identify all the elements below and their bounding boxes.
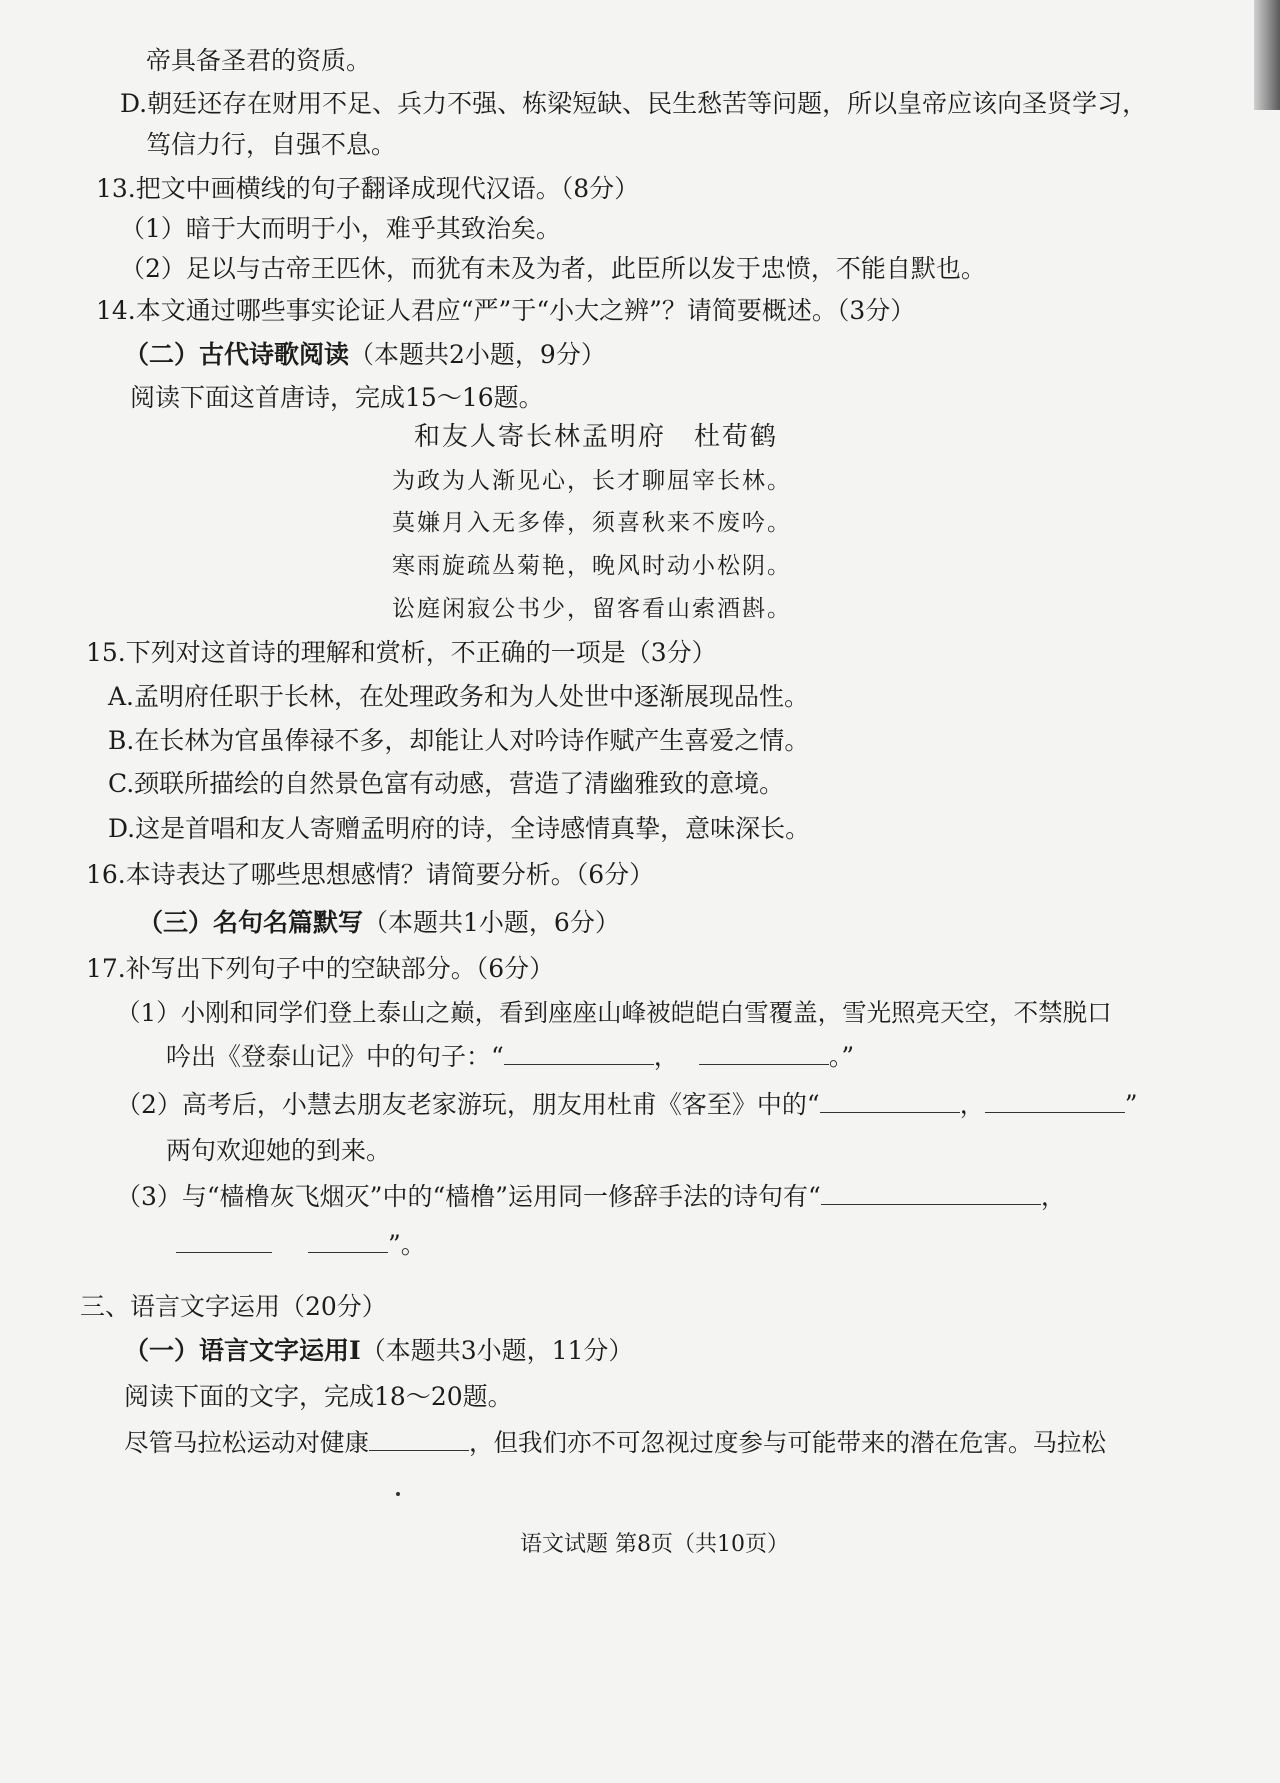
section-heading-recitation xyxy=(138,906,620,940)
option-c-continuation: 帝具备圣君的资质。 xyxy=(146,46,372,75)
section-heading-poetry xyxy=(124,338,606,372)
part-3-heading: 三、语言文字运用（20分） xyxy=(80,1292,387,1321)
comma: ， xyxy=(959,1090,985,1119)
answer-blank-1[interactable] xyxy=(504,1040,654,1065)
section-title: （二）古代诗歌阅读 xyxy=(124,340,350,369)
question-13-part-1: （1）暗于大而明于小，难乎其致治矣。 xyxy=(120,214,561,243)
reading-instruction: 阅读下面这首唐诗，完成15～16题。 xyxy=(130,383,544,412)
close-quote: ”。 xyxy=(388,1230,426,1259)
comma: ， xyxy=(1040,1182,1066,1211)
answer-blank-6[interactable] xyxy=(176,1228,272,1253)
option-d: D.朝廷还存在财用不足、兵力不强、栋梁短缺、民生愁苦等问题，所以皇帝应该向圣贤学习， xyxy=(120,89,1148,118)
question-15-option-c: C.颈联所描绘的自然景色富有动感，营造了清幽雅致的意境。 xyxy=(108,769,785,798)
question-16: 16.本诗表达了哪些思想感情？请简要分析。（6分） xyxy=(86,860,655,889)
section-title: （三）名句名篇默写 xyxy=(138,908,364,937)
prompt-text: （3）与“樯橹灰飞烟灭”中的“樯橹”运用同一修辞手法的诗句有“ xyxy=(116,1182,821,1211)
question-15: 15.下列对这首诗的理解和赏析，不正确的一项是（3分） xyxy=(86,638,717,667)
close-quote: ” xyxy=(1124,1090,1138,1119)
passage-first-line xyxy=(124,1426,1106,1460)
answer-blank-2[interactable] xyxy=(699,1040,829,1065)
prompt-text: （2）高考后，小慧去朋友老家游玩，朋友用杜甫《客至》中的“ xyxy=(116,1090,820,1119)
question-15-option-a: A.孟明府任职于长林，在处理政务和为人处世中逐渐展现品性。 xyxy=(108,682,810,711)
answer-blank-5[interactable] xyxy=(821,1180,1041,1205)
poem-title: 和友人寄长林孟明府 杜荀鹤 xyxy=(414,422,779,452)
section-heading-language-use xyxy=(124,1334,633,1368)
question-17-part-1: （1）小刚和同学们登上泰山之巅，看到座座山峰被皑皑白雪覆盖，雪光照亮天空，不禁脱口 xyxy=(116,998,1112,1027)
answer-blank-4[interactable] xyxy=(985,1088,1125,1113)
question-17-part-2 xyxy=(116,1088,1138,1122)
question-15-option-d: D.这是首唱和友人寄赠孟明府的诗，全诗感情真挚，意味深长。 xyxy=(108,814,811,843)
page-footer: 语文试题 第8页（共10页） xyxy=(520,1532,789,1557)
question-17-part-3 xyxy=(116,1180,1066,1214)
passage-text: 尽管马拉松运动对健康 xyxy=(124,1428,369,1457)
poem-line-1: 为政为人渐见心，长才聊屈宰长林。 xyxy=(392,468,792,494)
passage-text: ，但我们亦不可忽视过度参与可能带来的潜在危害。马拉松 xyxy=(469,1428,1106,1457)
question-17-part-1-answer-line xyxy=(166,1040,854,1074)
question-17: 17.补写出下列句子中的空缺部分。（6分） xyxy=(86,954,555,983)
section-note: （本题共1小题，6分） xyxy=(363,908,620,937)
scan-speck xyxy=(396,1492,400,1496)
reading-instruction-2: 阅读下面的文字，完成18～20题。 xyxy=(124,1382,513,1411)
question-13: 13.把文中画横线的句子翻译成现代汉语。（8分） xyxy=(96,174,640,203)
answer-blank-3[interactable] xyxy=(820,1088,960,1113)
question-15-option-b: B.在长林为官虽俸禄不多，却能让人对吟诗作赋产生喜爱之情。 xyxy=(108,726,810,755)
question-14: 14.本文通过哪些事实论证人君应“严”于“小大之辨”？请简要概述。（3分） xyxy=(96,296,916,325)
question-17-part-3-answer-line xyxy=(176,1228,426,1262)
close-quote: 。” xyxy=(828,1042,855,1071)
section-note: （本题共3小题，11分） xyxy=(360,1336,634,1365)
answer-blank-8[interactable] xyxy=(369,1426,469,1451)
poem-line-4: 讼庭闲寂公书少，留客看山索酒斟。 xyxy=(392,596,792,622)
question-17-part-2-continuation: 两句欢迎她的到来。 xyxy=(166,1136,392,1165)
option-d-continuation: 笃信力行，自强不息。 xyxy=(146,130,397,159)
poem-line-3: 寒雨旋疏丛菊艳，晚风时动小松阴。 xyxy=(392,553,792,579)
section-title: （一）语言文字运用Ⅰ xyxy=(124,1336,361,1365)
scan-edge-shadow xyxy=(1254,0,1280,110)
prompt-text: 吟出《登泰山记》中的句子：“ xyxy=(166,1042,504,1071)
section-note: （本题共2小题，9分） xyxy=(349,340,606,369)
question-13-part-2: （2）足以与古帝王匹休，而犹有未及为者，此臣所以发于忠愤，不能自默也。 xyxy=(120,254,986,283)
answer-blank-7[interactable] xyxy=(308,1228,388,1253)
comma: ， xyxy=(653,1042,679,1071)
poem-line-2: 莫嫌月入无多俸，须喜秋来不废吟。 xyxy=(392,510,792,536)
